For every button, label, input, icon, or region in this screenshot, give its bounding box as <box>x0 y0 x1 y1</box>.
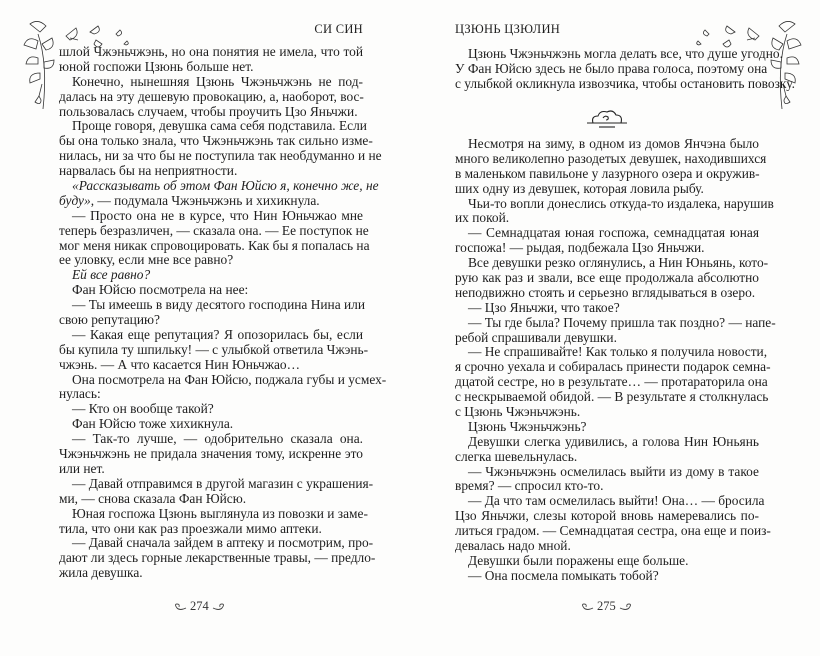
text-line: Цзо Яньчжи, слезы которой вновь намеревались по- <box>455 508 759 524</box>
paragraph <box>59 475 374 507</box>
text-line: много великолепно разодетых девушек, находившихся <box>455 150 767 166</box>
paragraph <box>455 554 759 569</box>
paragraph <box>455 420 759 435</box>
italic-text: Ей все равно? <box>72 267 151 283</box>
italic-text: «Рассказывать об этом Фан Юйсю я, конечно же, не <box>72 178 379 194</box>
text-line: — Да что там осмелилась выйти! Она… — бросила <box>468 493 765 509</box>
text-line: нулась: <box>59 386 101 402</box>
text-line: неподвижно стоять и серьезно вглядываться в озеро. <box>455 284 756 300</box>
paragraph <box>59 45 363 75</box>
paragraph <box>455 344 771 420</box>
text-line <box>59 268 363 283</box>
text-line: слегка шевельнулась. <box>455 448 578 464</box>
swirl-ornament-icon <box>619 602 633 612</box>
paragraph <box>455 255 769 301</box>
text-line: ших одну из девушек, которая ловила рыбу. <box>455 180 704 196</box>
text-line: — Кто он вообще такой? <box>72 401 214 417</box>
text-line: — Цзо Яньчжи, что такое? <box>468 299 620 315</box>
text-line <box>59 178 379 194</box>
text-line: далась на эту дешевую провокацию, а, наоборот, вос- <box>59 88 364 104</box>
paragraph <box>455 136 767 197</box>
text-line: я срочно уехала и собиралась принести подарок семна- <box>455 359 771 375</box>
text-line: тила, что они как раз проезжали мимо аптеки. <box>59 520 322 536</box>
text-line: — Ты имеешь в виду десятого господина Нина или <box>72 297 366 313</box>
text-line: нарвалась бы на неприятности. <box>59 163 238 179</box>
paragraph <box>59 268 363 283</box>
paragraph <box>59 326 369 373</box>
text-line: ребой спрашивали девушки. <box>455 329 617 345</box>
paragraph <box>59 178 379 209</box>
text-line: нилась, ни за что бы не поступила так необдуманно и не <box>59 148 382 164</box>
text-line: в маленьком павильоне у лазурного озера и окружив- <box>455 165 760 181</box>
text-line: Чьи-то вопли донеслись откуда-то издалека, нарушив <box>468 195 774 211</box>
text-line: мог меня никак спровоцировать. Как бы я попалась на <box>59 237 370 253</box>
text-line: Она посмотрела на Фан Юйсю, поджала губы и усмех- <box>72 371 387 387</box>
paragraph <box>59 75 363 120</box>
paragraph <box>455 435 759 465</box>
paragraph <box>59 417 363 432</box>
text-line: ми, — снова сказала Фан Юйсю. <box>59 490 247 506</box>
text-line <box>59 194 363 209</box>
cloud-section-break-icon <box>585 108 629 130</box>
swirl-ornament-icon <box>173 602 187 612</box>
text-line: дцатой сестре, но в результате… — протараторила она <box>455 374 768 390</box>
text-line: — Чжэньчжэнь осмелилась выйти из дому в такое <box>468 463 759 479</box>
text-line: — Не спрашивайте! Как только я получила новости, <box>468 344 768 360</box>
text-line: — Давай отправимся в другой магазин с украшения- <box>72 475 374 491</box>
text-line: Девушки слегка удивились, а голова Нин Юньянь <box>468 433 759 449</box>
text: , — подумала Чжэньчжэнь и хихикнула. <box>90 192 320 208</box>
paragraph <box>455 465 759 495</box>
text-line: Фан Юйсю тоже хихикнула. <box>72 416 234 432</box>
page-number-275 <box>580 599 633 614</box>
text-line: дают ли здесь горные лекарственные травы, — предло- <box>59 550 376 566</box>
page-number: 275 <box>597 599 616 613</box>
right-page <box>410 0 820 656</box>
text-line: с Цзюнь Чжэньчжэнь. <box>455 404 581 420</box>
text-line: с улыбкой окликнула извозчика, чтобы остановить повозку. <box>455 75 795 91</box>
text-line: У Фан Юйсю здесь не было права голоса, поэтому она <box>455 60 768 76</box>
swirl-ornament-icon <box>580 602 594 612</box>
paragraph <box>455 493 771 554</box>
paragraph <box>59 535 376 581</box>
text-line: юной госпожи Цзюнь больше нет. <box>59 58 254 74</box>
running-header-author: СИ СИН <box>314 22 363 36</box>
text-line: ее уловку, если мне все равно? <box>59 252 234 268</box>
text-line: их покой. <box>455 210 510 226</box>
paragraph <box>455 226 759 256</box>
paragraph <box>59 371 387 403</box>
italic-text: буду» <box>59 192 91 208</box>
page-number-274 <box>173 599 226 614</box>
text-line: Чжэньчжэнь не придала значения тому, искренне это <box>59 446 363 462</box>
text-line: Конечно, нынешняя Цзюнь Чжэньчжэнь не под- <box>72 73 363 89</box>
text-line: шлой Чжэньчжэнь, но она понятия не имела, что той <box>59 44 363 59</box>
paragraph <box>59 207 370 269</box>
text-line: чжэнь. — А что касается Нин Юньчжао… <box>59 356 300 372</box>
text-line: Юная госпожа Цзюнь выглянула из повозки и заме- <box>72 505 368 521</box>
paragraph <box>59 118 382 179</box>
text-line: пользовалась случаем, чтобы проучить Цзо Яньчжи. <box>59 103 358 119</box>
text-line: свою репутацию? <box>59 312 160 328</box>
text-line: жила девушка. <box>59 565 143 581</box>
text-line: или нет. <box>59 460 105 476</box>
paragraph <box>59 432 363 477</box>
text-line: Девушки были поражены еще больше. <box>468 552 689 568</box>
text-line: — Ты где была? Почему пришла так поздно? — напе- <box>468 314 776 330</box>
paragraph <box>455 195 774 227</box>
paragraph <box>455 301 759 316</box>
paragraph <box>59 505 368 537</box>
running-header-title: ЦЗЮНЬ ЦЗЮЛИН <box>455 22 561 36</box>
paragraph <box>59 402 363 417</box>
text-line: Проще говоря, девушка сама себя подставила. Если <box>72 118 367 134</box>
text-line: — Она посмела помыкать тобой? <box>468 567 659 583</box>
text-line: литься градом. — Семнадцатая сестра, она еще и поиз- <box>455 523 771 539</box>
text-line: — Давай сначала зайдем в аптеку и посмотрим, про- <box>72 535 374 551</box>
paragraph <box>455 569 759 584</box>
paragraph <box>59 283 363 298</box>
text-line: госпожа! — рыдая, подбежала Цзо Яньчжи. <box>455 240 705 256</box>
right-text-column <box>455 136 776 584</box>
text-line: — Семнадцатая юная госпожа, семнадцатая юная <box>468 225 759 241</box>
text-line: — Так-то лучше, — одобрительно сказала она. <box>72 431 363 447</box>
text-line: рую как раз и звали, все еще продолжала абсолютно <box>455 270 759 286</box>
text-line: — Просто она не в курсе, что Нин Юньчжао мне <box>72 207 363 223</box>
text-line: время? — спросил кто-то. <box>455 478 604 494</box>
text-line: бы она только знала, что Чжэньчжэнь так сильно изме- <box>59 133 373 149</box>
text-line: бы купила ту шпильку! — с улыбкой ответила Чжэнь- <box>59 341 369 357</box>
text-line: Цзюнь Чжэньчжэнь могла делать все, что душе угодно. <box>468 46 783 61</box>
right-text-before-break <box>455 46 795 92</box>
text-line: Все девушки резко оглянулись, а Нин Юньянь, кото- <box>468 255 769 271</box>
text-line: с нескрываемой обидой. — В результате я столкнулась <box>455 389 769 405</box>
paragraph <box>59 297 366 328</box>
text-line: Несмотря на зиму, в одном из домов Янчэна было <box>468 136 759 151</box>
text-line: девалась надо мной. <box>455 538 571 554</box>
page-number: 274 <box>190 599 209 613</box>
text-line: теперь безразличен, — сказала она. — Ее поступок не <box>59 222 369 238</box>
left-text-column <box>59 44 387 581</box>
text-line: Цзюнь Чжэньчжэнь? <box>468 418 587 434</box>
swirl-ornament-icon <box>212 602 226 612</box>
paragraph <box>455 314 776 346</box>
text-line: — Какая еще репутация? Я опозорилась бы, если <box>72 326 363 342</box>
paragraph <box>455 46 795 92</box>
text-line: Фан Юйсю посмотрела на нее: <box>72 282 249 298</box>
